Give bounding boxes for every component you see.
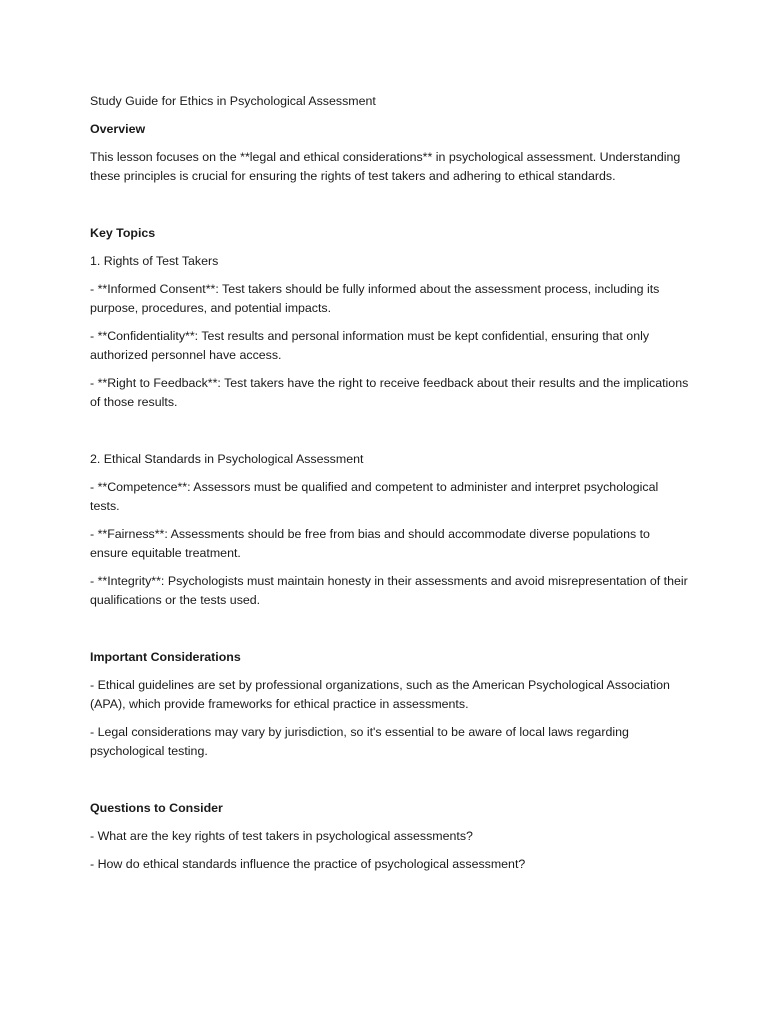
section1-item-informed-consent: - **Informed Consent**: Test takers should be fully informed about the assessment process, including its purpose, procedures, and potential impacts. bbox=[90, 282, 660, 315]
document-body bbox=[90, 92, 690, 883]
key-topics-heading: Key Topics bbox=[90, 226, 156, 240]
section1-item-confidentiality: - **Confidentiality**: Test results and personal information must be kept confidential, ensuring that only authorized personnel have access. bbox=[90, 329, 650, 362]
overview-text: This lesson focuses on the **legal and ethical considerations** in psychological assessment. Understanding these principles is crucial for ensuring the rights of test takers and adhering to ethical standards. bbox=[90, 150, 681, 183]
section2-item-competence: - **Competence**: Assessors must be qualified and competent to administer and interpret psychological tests. bbox=[90, 480, 659, 513]
section-spacer bbox=[90, 770, 690, 799]
question-item-rights: - What are the key rights of test takers in psychological assessments? bbox=[90, 829, 473, 843]
considerations-item-guidelines: - Ethical guidelines are set by professional organizations, such as the American Psychological Association (APA), which provide frameworks for ethical practice in assessments. bbox=[90, 678, 670, 711]
considerations-item-legal: - Legal considerations may vary by jurisdiction, so it's essential to be aware of local laws regarding psychological testing. bbox=[90, 725, 629, 758]
section-spacer bbox=[90, 421, 690, 450]
section2-item-fairness: - **Fairness**: Assessments should be free from bias and should accommodate diverse populations to ensure equitable treatment. bbox=[90, 527, 650, 560]
questions-heading: Questions to Consider bbox=[90, 801, 223, 815]
section1-heading: 1. Rights of Test Takers bbox=[90, 254, 219, 268]
section2-heading: 2. Ethical Standards in Psychological Assessment bbox=[90, 452, 364, 466]
section-spacer bbox=[90, 195, 690, 224]
section1-item-right-to-feedback: - **Right to Feedback**: Test takers have the right to receive feedback about their results and the implications of those results. bbox=[90, 376, 689, 409]
section2-item-integrity: - **Integrity**: Psychologists must maintain honesty in their assessments and avoid misrepresentation of their qualifications or the tests used. bbox=[90, 574, 688, 607]
overview-heading: Overview bbox=[90, 122, 146, 136]
question-item-standards: - How do ethical standards influence the practice of psychological assessment? bbox=[90, 857, 526, 871]
section-spacer bbox=[90, 619, 690, 648]
considerations-heading: Important Considerations bbox=[90, 650, 241, 664]
document-title: Study Guide for Ethics in Psychological Assessment bbox=[90, 94, 376, 108]
